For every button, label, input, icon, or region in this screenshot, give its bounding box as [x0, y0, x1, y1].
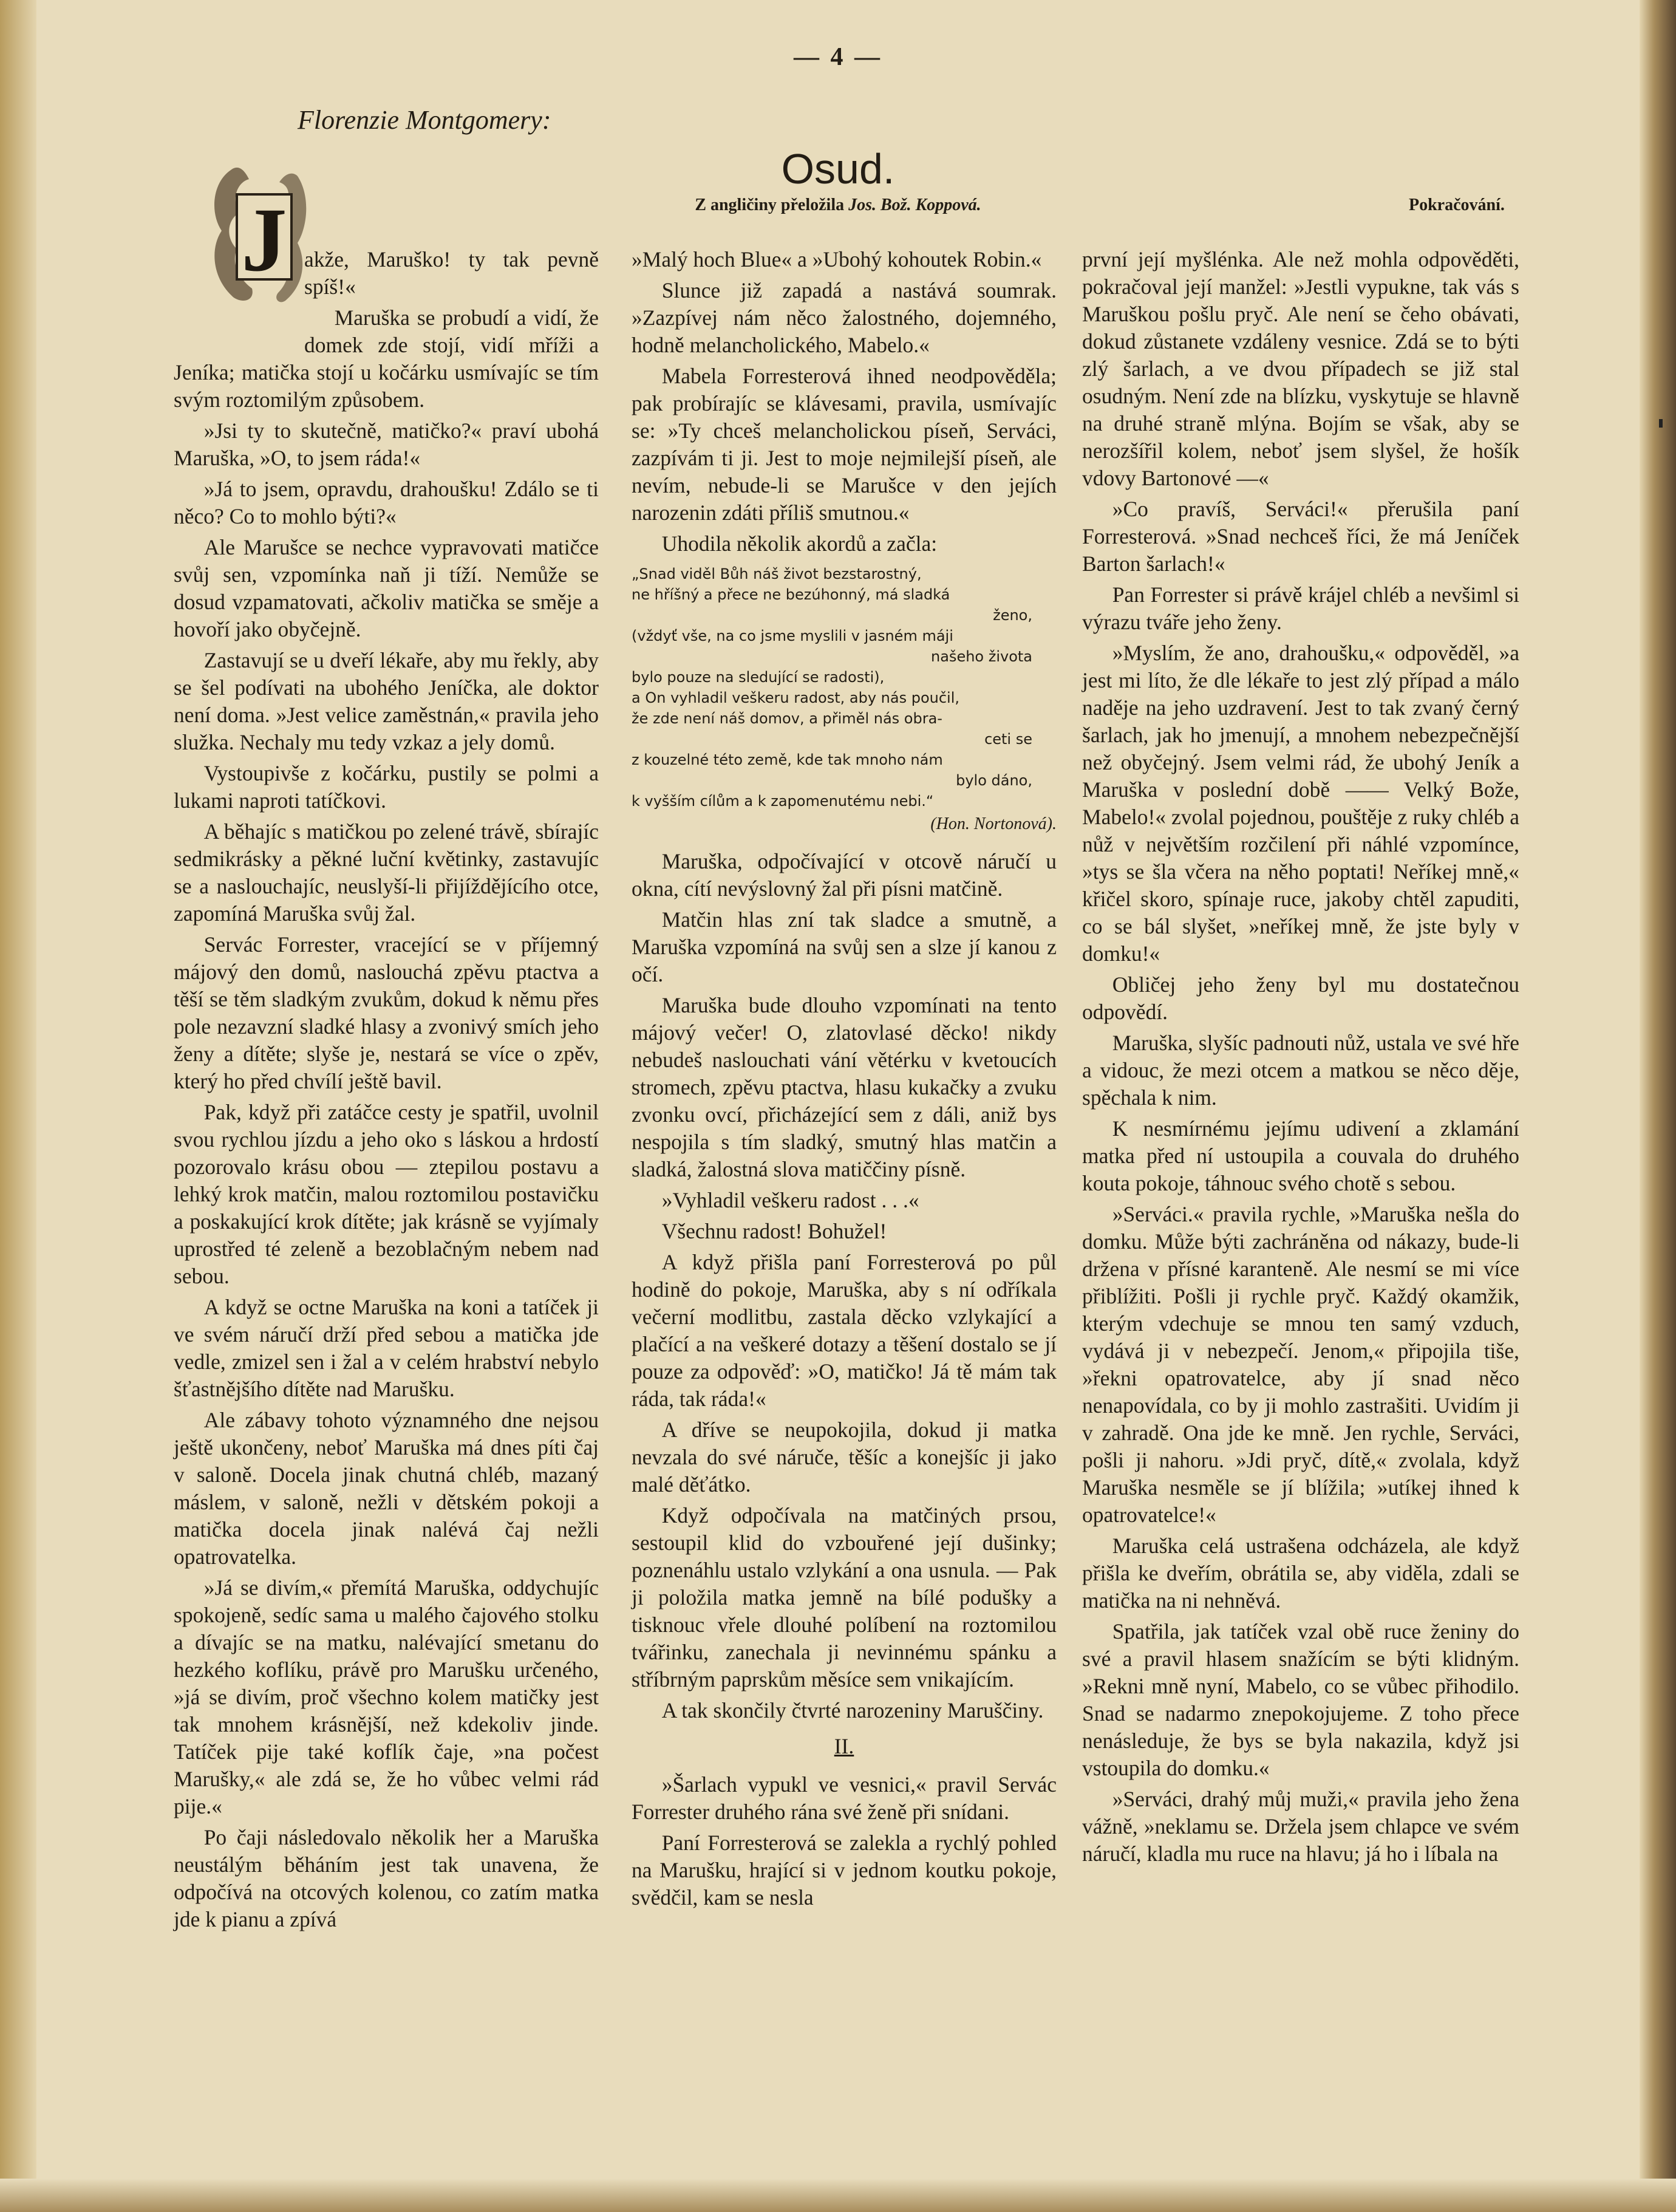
paragraph: Maruška se probudí a vidí, že domek zde stojí, vidí mříži a Jeníka; matička stojí u kočárku usmívajíc se tím svým roztomilým způsobem. — [174, 306, 599, 412]
paragraph: Slunce již zapadá a nastává soumrak. »Zazpívej nám něco žalostného, dojemného, hodně melancholického, Mabelo.« — [632, 278, 1057, 357]
paragraph: Vystoupivše z kočárku, pustily se polmi a lukami naproti tatíčkovi. — [174, 761, 599, 813]
paragraph: Maruška celá ustrašena odcházela, ale když přišla ke dveřím, obrátila se, aby viděla, zdali se matička na ni nehněvá. — [1082, 1534, 1519, 1613]
translator-name: Jos. Bož. Koppová. — [848, 196, 981, 214]
paragraph: Pan Forrester si právě krájel chléb a nevšiml si výrazu tváře jeho ženy. — [1082, 582, 1519, 634]
margin-mark — [1659, 419, 1663, 428]
paragraph: Pak, když při zatáčce cesty je spatřil, uvolnil svou rychlou jízdu a jeho oko s láskou a hrdostí pozorovalo krásu obou — ztepilou postavu a lehký krok matčin, malou roztomilou postavičku a poskakující krok dítěte; jak krásně se vyjímaly uprostřed té zeleně a bezoblačným nebem nad sebou. — [174, 1100, 599, 1288]
text-column-2 — [632, 246, 1057, 1915]
page-edge-right — [1640, 0, 1676, 2212]
continued-note: Pokračování. — [1409, 196, 1505, 214]
paragraph: »Jsi ty to skutečně, matičko?« praví ubohá Maruška, »O, to jsem ráda!« — [174, 418, 599, 470]
poem-line: našeho života — [931, 648, 1032, 665]
poem-line: ceti se — [984, 731, 1032, 748]
paragraph: Paní Forresterová se zalekla a rychlý pohled na Marušku, hrající si v jednom koutku pokoje, svědčil, kam se nesla — [632, 1831, 1057, 1910]
poem-line: z kouzelné této země, kde tak mnoho nám — [632, 751, 943, 768]
paragraph: »Malý hoch Blue« a »Ubohý kohoutek Robin.« — [632, 247, 1042, 271]
text-column-1 — [174, 246, 599, 1937]
poem-line: k vyšším cílům a k zapomenutému nebi.“ — [632, 793, 934, 810]
paragraph: Po čaji následovalo několik her a Maruška neustálým běháním jest tak unavena, že odpočívá na otcových kolenou, co zatím matka jde k pianu a zpívá — [174, 1825, 599, 1931]
page-edge-left — [0, 0, 36, 2212]
poem-line: bylo pouze na sledující se radosti), — [632, 669, 885, 686]
paragraph: A dříve se neupokojila, dokud ji matka nevzala do své náruče, těšíc a konejšíc ji jako malé děťátko. — [632, 1418, 1057, 1497]
paragraph: Maruška bude dlouho vzpomínati na tento májový večer! O, zlatovlasé děcko! nikdy nebudeš naslouchati vání větérku v kvetoucích stromech, zpěvu ptactva, hlasu kukačky a zvuku zvonku ovcí, přicházející sem z dáli, aniž bys nespojila s tím sladký, smutný hlas matčin a sladká, žalostná slova matiččiny písně. — [632, 993, 1057, 1181]
paragraph: Matčin hlas zní tak sladce a smutně, a Maruška vzpomíná na svůj sen a slze jí kanou z očí. — [632, 907, 1057, 986]
translation-prefix: Z angličiny přeložila — [695, 196, 845, 214]
page-edge-bottom — [0, 2179, 1676, 2212]
poem-line: „Snad viděl Bůh náš život bezstarostný, — [632, 565, 922, 582]
paragraph: »Serváci, drahý můj muži,« pravila jeho žena vážně, »neklamu se. Držela jsem chlapce ve svém náručí, kladla mu ruce na hlavu; já ho i líbala na — [1082, 1787, 1519, 1866]
poem-line: ne hříšný a přece ne bezúhonný, má sladká — [632, 586, 950, 603]
paragraph: Spatřila, jak tatíček vzal obě ruce ženiny do své a pravil hlasem snažícím se býti klidným. »Rekni mně nyní, Mabelo, co se vůbec přihodilo. Snad se nadarmo znepokojujeme. Z toho přece nenásleduje, že bys se byla nakazila, když jsi vstoupila do domku.« — [1082, 1619, 1519, 1780]
poem-source: (Hon. Nortonová). — [930, 814, 1057, 833]
paragraph: K nesmírnému jejímu udivení a zklamání matka před ní ustoupila a couvala do druhého kouta pokoje, táhnouc svého chotě s sebou. — [1082, 1116, 1519, 1195]
paragraph: Ale zábavy tohoto významného dne nejsou ještě ukončeny, neboť Maruška má dnes píti čaj v saloně. Docela jinak chutná chléb, mazaný máslem, v saloně, nežli v dětském pokoji a matička docela jinak nalévá čaj nežli opatrovatelka. — [174, 1408, 599, 1569]
paragraph: Obličej jeho ženy byl mu dostatečnou odpovědí. — [1082, 972, 1519, 1024]
section-heading — [632, 1733, 1057, 1760]
author-name: Florenzie Montgomery: — [298, 105, 551, 135]
paragraph: A když se octne Maruška na koni a tatíček ji ve svém náručí drží před sebou a matička jde vedle, zmizel sen i žal a v celém hrabství nebylo šťastnějšího dítěte nad Marušku. — [174, 1295, 599, 1401]
page-number: — 4 — — [794, 43, 882, 71]
poem-quote — [632, 564, 1057, 835]
drop-cap-letter: J — [241, 189, 287, 290]
paragraph: akže, Maruško! ty tak pevně spíš!« — [304, 247, 599, 299]
paragraph: Ale Marušce se nechce vypravovati matičce svůj sen, vzpomínka naň ji tíží. Nemůže se dosud vzpamatovati, ačkoliv matička se směje a hovoří jako obyčejně. — [174, 535, 599, 641]
section-number: II. — [834, 1734, 854, 1758]
paragraph: »Myslím, že ano, drahoušku,« odpověděl, »a jest mi líto, že dle lékaře to jest zlý případ a málo naděje na jeho uzdravení. Jest to tak zvaný černý šarlach, jak ho jmenují, a mnohem nebezpečnější než obyčejný. Jsem velmi rád, že ubohý Jeník a Maruška v poslední době —— Velký Bože, Mabelo!« zvolal pojednou, pouštěje z ruky chléb a nůž v největším rozčilení při náhlé vzpomínce, »tys se šla včera na něho poptati! Neříkej mně,« křičel skoro, spínaje ruce, jakoby chtěl zapuditi, co se bál slyšet, »neříkej mně, že jste byly v domku!« — [1082, 641, 1519, 966]
paragraph: »Co pravíš, Serváci!« přerušila paní Forresterová. »Snad nechceš říci, že má Jeníček Barton šarlach!« — [1082, 497, 1519, 576]
paragraph: první její myšlénka. Ale než mohla odpověděti, pokračoval její manžel: »Jestli vypukne, tak vás s Maruškou pošlu pryč. Ale není se čeho obávati, dokud zůstanete vzdáleny vesnice. Zdá se to býti zlý šarlach, a ve dvou případech se již stal osudným. Není zde na blízku, vyskytuje se hlavně na druhé straně mlýna. Bojím se však, aby se nerozšířil kolem, neboť jsem slyšel, že hošík vdovy Bartonové —« — [1082, 247, 1519, 490]
paragraph: Servác Forrester, vracející se v příjemný májový den domů, naslouchá zpěvu ptactva a těší se těm sladkým zvukům, dokud k němu přes pole nezavzní sladké hlasy a zvonivý smích jeho ženy a dítěte; slyše je, nestará se více o zpěv, který ho před chvílí ještě bavil. — [174, 932, 599, 1093]
paragraph: Maruška, slyšíc padnouti nůž, ustala ve své hře a vidouc, že mezi otcem a matkou se něco děje, spěchala k nim. — [1082, 1031, 1519, 1110]
paragraph: »Vyhladil veškeru radost . . .« — [661, 1188, 919, 1212]
text-column-3 — [1082, 246, 1519, 1871]
paragraph: Maruška, odpočívající v otcově náručí u okna, cítí nevýslovný žal při písni matčině. — [632, 849, 1057, 901]
paragraph: Když odpočívala na matčiných prsou, sestoupil klid do vzbouřené její dušinky; poznenáhlu ustalo vzlykání a ona usnula. — Pak ji položila matka jemně na bílé podušky a tisknouc vřele dlouhé políbení na roztomilou tvářinku, zanechala ji nevinnému spánku a stříbrným paprskům měsíce sem vnikajícím. — [632, 1503, 1057, 1691]
paragraph: Uhodila několik akordů a začla: — [661, 531, 938, 556]
poem-line: že zde není náš domov, a přiměl nás obra- — [632, 710, 942, 727]
paragraph: »Serváci.« pravila rychle, »Maruška nešla do domku. Může býti zachráněna od nákazy, bude-li držena v přísné karanteně. Ale nesmí se mi více přiblížiti. Pošli ji rychle pryč. Každý okamžik, kterým vdechuje se mnou ten samý vzduch, vydává ji v nebezpečí. Jenom,« připojila tiše, »řekni opatrovatelce, aby jí snad něco nenapovídala, co by ji mohlo zastrašiti. Uvidím ji v zahradě. Ona jde ke mně. Jen rychle, Serváci, pošli ji nahoru. »Jdi pryč, dítě,« zvolala, když Maruška nesměle se jí blížila; »utíkej ihned k opatrovatelce!« — [1082, 1202, 1519, 1527]
drop-cap-space — [174, 246, 304, 355]
poem-line: a On vyhladil veškeru radost, aby nás poučil, — [632, 689, 960, 706]
paragraph: »Já se divím,« přemítá Maruška, oddychujíc spokojeně, sedíc sama u malého čajového stolku a dívajíc se na matku, nalévající smetanu do hezkého koflíku, právě pro Marušku určeného, »já se divím, proč všechno kolem matičky jest tak mnohem krásnější, než kdekoliv jinde. Tatíček pije také koflík čaje, »na počest Marušky,« ale zdá se, že ho vůbec velmi rád pije.« — [174, 1575, 599, 1818]
article-title: Osud. — [781, 145, 895, 193]
paragraph: A když přišla paní Forresterová po půl hodině do pokoje, Maruška, aby s ní odříkala večerní modlitbu, zastala děcko vzlykající a plačící a na veškeré dotazy a těšení dostalo se jí pouze za odpověď: »O, matičko! Já tě mám tak ráda, tak ráda!« — [632, 1250, 1057, 1411]
paragraph: Všechnu radost! Bohužel! — [661, 1219, 887, 1243]
paragraph: »Šarlach vypukl ve vesnici,« pravil Servác Forrester druhého rána své ženě při snídani. — [632, 1772, 1057, 1824]
poem-line: (vždyť vše, na co jsme myslili v jasném máji — [632, 627, 953, 644]
paragraph: A běhajíc s matičkou po zelené trávě, sbírajíc sedmikrásky a pěkné luční květinky, zastavujíc se a naslouchajíc, neuslyší-li přijíždějícího otce, zapomíná Maruška svůj žal. — [174, 819, 599, 926]
paragraph: A tak skončily čtvrté narozeniny Maruščiny. — [661, 1698, 1044, 1722]
paragraph: Mabela Forresterová ihned neodpověděla; pak probírajíc se klávesami, pravila, usmívajíc se: »Ty chceš melancholickou píseň, Serváci, zazpívám ti ji. Jest to moje nejmilejší píseň, ale nevím, nebude-li se Marušce v den jejích narozenin zdáti příliš smutnou.« — [632, 364, 1057, 525]
poem-line: bylo dáno, — [956, 772, 1032, 789]
paragraph: »Já to jsem, opravdu, drahoušku! Zdálo se ti něco? Co to mohlo býti?« — [174, 477, 599, 528]
poem-line: ženo, — [993, 607, 1032, 624]
paragraph: Zastavují se u dveří lékaře, aby mu řekly, aby se šel podívati na ubohého Jeníčka, ale doktor není doma. »Jest velice zaměstnán,« pravila jeho služka. Nechaly mu tedy vzkaz a jely domů. — [174, 648, 599, 754]
